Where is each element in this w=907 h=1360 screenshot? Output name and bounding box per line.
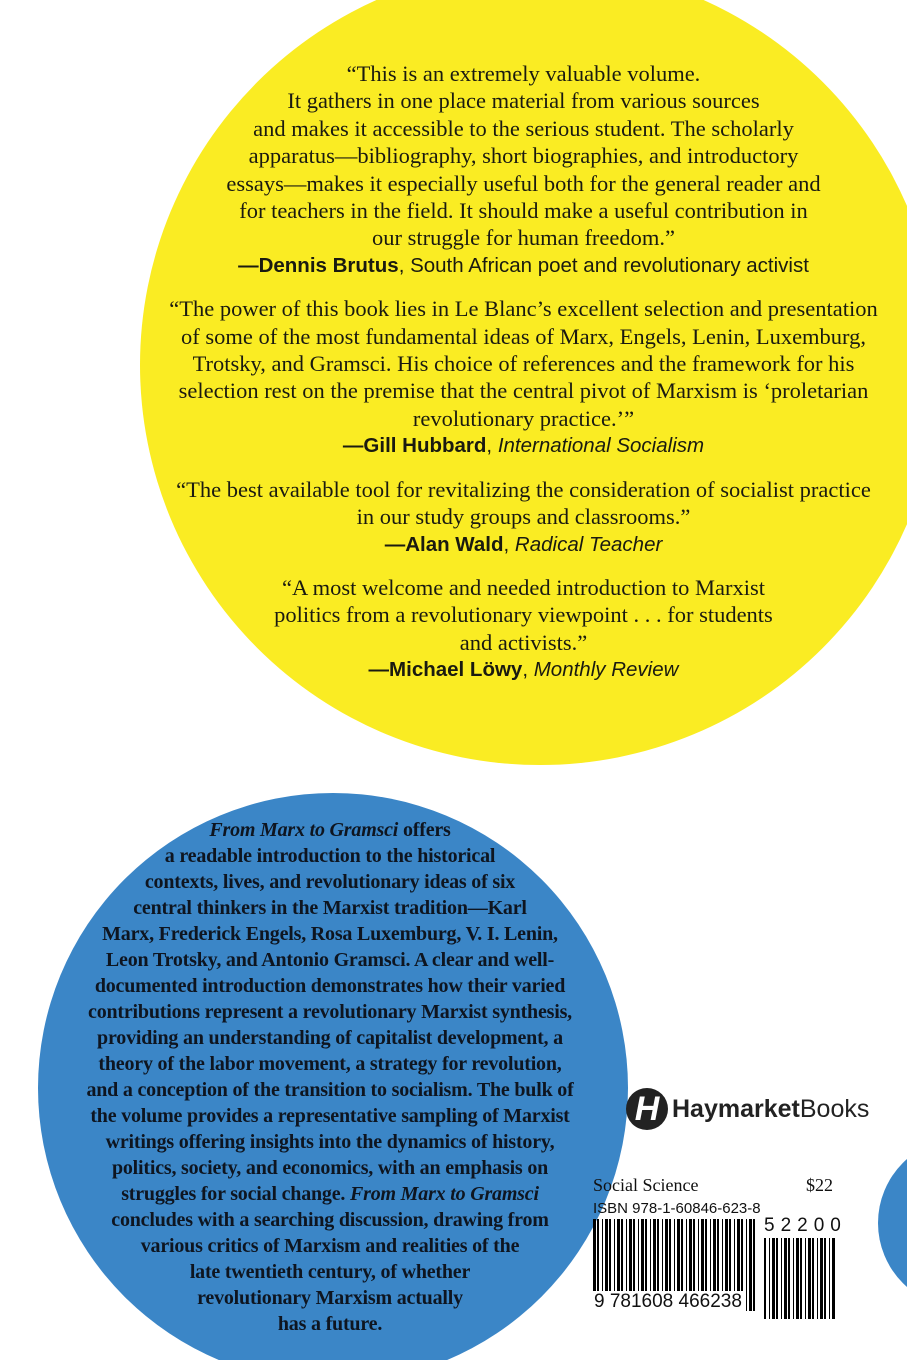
quote-attribution xyxy=(140,252,907,279)
quote-line xyxy=(140,224,907,251)
barcode-bar xyxy=(776,1238,778,1319)
text-span: revolutionary practice.’” xyxy=(412,405,635,431)
description-line xyxy=(20,1025,640,1051)
text-span: It gathers in one place material from various sources xyxy=(287,88,760,114)
text-span: Leon Trotsky, and Antonio Gramsci. A clear and well- xyxy=(105,949,555,971)
text-span: From Marx to Gramsci xyxy=(209,819,399,841)
barcode-bar xyxy=(772,1238,775,1319)
praise-quotes xyxy=(140,60,907,684)
text-span: central thinkers in the Marxist tradition—Karl xyxy=(133,897,527,919)
text-span: concludes with a searching discussion, drawing from xyxy=(111,1209,549,1231)
description-line xyxy=(20,1077,640,1103)
text-span: and activists.” xyxy=(459,629,588,655)
text-span: writings offering insights into the dynamics of history, xyxy=(105,1131,555,1153)
text-span: and makes it accessible to the serious student. The scholarly xyxy=(253,115,794,141)
description-line xyxy=(20,817,640,843)
quote-line xyxy=(140,323,907,350)
text-span: documented introduction demonstrates how their varied xyxy=(94,975,566,997)
quote-line xyxy=(140,503,907,530)
barcode-digits: 9 781608 466238 xyxy=(594,1291,742,1312)
barcode-bar xyxy=(788,1238,790,1319)
text-span: contexts, lives, and revolutionary ideas of six xyxy=(144,871,516,893)
haymarket-logo-icon: H xyxy=(626,1088,668,1130)
barcode-bar xyxy=(746,1219,747,1311)
description-line xyxy=(20,1207,640,1233)
description-line xyxy=(20,1285,640,1311)
text-span: Monthly Review xyxy=(533,658,679,682)
text-span: of some of the most fundamental ideas of Marx, Engels, Lenin, Luxemburg, xyxy=(180,323,867,349)
text-span: theory of the labor movement, a strategy for revolution, xyxy=(98,1053,562,1075)
barcode-bar xyxy=(769,1238,770,1319)
quote-attribution xyxy=(140,432,907,459)
barcode-bar xyxy=(764,1238,766,1319)
text-span: contributions represent a revolutionary Marxist synthesis, xyxy=(88,1001,572,1023)
description-line xyxy=(20,1259,640,1285)
publisher-name-regular: Books xyxy=(799,1094,870,1123)
text-span: apparatus—bibliography, short biographies, and introductory xyxy=(248,143,799,169)
addon-digits: 52200 xyxy=(764,1215,847,1236)
description-line xyxy=(20,947,640,973)
barcode-bar xyxy=(832,1238,835,1319)
text-span: politics, society, and economics, with an emphasis on xyxy=(111,1157,549,1179)
text-span: offers xyxy=(398,819,451,841)
barcode-bar xyxy=(793,1238,794,1319)
quote-line xyxy=(140,295,907,322)
description-line xyxy=(20,1129,640,1155)
description-line xyxy=(20,973,640,999)
description-line xyxy=(20,1103,640,1129)
description-line xyxy=(20,1311,640,1337)
quote-line xyxy=(140,574,907,601)
barcode-bar xyxy=(824,1238,826,1319)
quote-line xyxy=(140,142,907,169)
quote-line xyxy=(140,405,907,432)
barcode-bar xyxy=(808,1238,811,1319)
isbn-label: ISBN 978-1-60846-623-8 xyxy=(593,1200,761,1217)
text-span: , xyxy=(486,434,498,458)
description-line xyxy=(20,1051,640,1077)
text-span: International Socialism xyxy=(497,434,705,458)
text-span: struggles for social change. xyxy=(121,1183,350,1205)
spacer xyxy=(140,460,907,476)
barcode-bar xyxy=(749,1219,752,1311)
text-span: various critics of Marxism and realities of the xyxy=(140,1235,520,1257)
text-span: revolutionary Marxism actually xyxy=(197,1287,463,1309)
book-description xyxy=(20,817,640,1337)
quote-line xyxy=(140,476,907,503)
addon-barcode xyxy=(764,1238,838,1319)
price-label: $22 xyxy=(806,1175,833,1195)
barcode-bar xyxy=(812,1238,814,1319)
text-span: From Marx to Gramsci xyxy=(350,1183,539,1205)
text-span: providing an understanding of capitalist development, a xyxy=(97,1027,563,1049)
category-label: Social Science xyxy=(593,1175,699,1195)
publisher-name-bold: Haymarket xyxy=(672,1094,800,1123)
description-line xyxy=(20,895,640,921)
barcode-bar xyxy=(781,1238,782,1319)
description-line xyxy=(20,1233,640,1259)
text-span: has a future. xyxy=(277,1313,383,1335)
description-line xyxy=(20,843,640,869)
text-span: selection rest on the premise that the central pivot of Marxism is ‘proletarian xyxy=(178,378,869,404)
text-span: late twentieth century, of whether xyxy=(189,1261,471,1283)
barcode-bar xyxy=(753,1219,755,1311)
text-span: “The best available tool for revitalizing the consideration of socialist practice xyxy=(176,476,871,502)
publisher-logo xyxy=(626,1088,869,1130)
quote-attribution xyxy=(140,656,907,683)
spacer xyxy=(140,279,907,295)
text-span: , xyxy=(503,532,515,556)
text-span: a readable introduction to the historical xyxy=(164,845,496,867)
text-span: Trotsky, and Gramsci. His choice of references and the framework for his xyxy=(192,351,855,377)
text-span: politics from a revolutionary viewpoint . . . for students xyxy=(274,602,773,628)
quote-line xyxy=(140,601,907,628)
text-span: Radical Teacher xyxy=(514,532,663,556)
spacer xyxy=(140,558,907,574)
description-line xyxy=(20,1181,640,1207)
small-blue-circle xyxy=(878,1138,907,1308)
text-span: —Dennis Brutus xyxy=(238,253,399,277)
text-span: , South African poet and revolutionary activist xyxy=(398,253,809,277)
quote-line xyxy=(140,350,907,377)
text-span: in our study groups and classrooms.” xyxy=(356,504,691,530)
quote-line xyxy=(140,60,907,87)
text-span: —Michael Löwy xyxy=(368,658,523,682)
text-span: —Alan Wald xyxy=(384,532,504,556)
text-span: and a conception of the transition to socialism. The bulk of xyxy=(86,1079,574,1101)
description-line xyxy=(20,1155,640,1181)
quote-line xyxy=(140,115,907,142)
barcode-bar xyxy=(817,1238,818,1319)
barcode-bar xyxy=(796,1238,799,1319)
quote-line xyxy=(140,629,907,656)
barcode-bar xyxy=(805,1238,806,1319)
quote-line xyxy=(140,87,907,114)
text-span: essays—makes it especially useful both for the general reader and xyxy=(226,170,821,196)
description-line xyxy=(20,921,640,947)
quote-line xyxy=(140,170,907,197)
barcode-bar xyxy=(820,1238,823,1319)
text-span: —Gill Hubbard xyxy=(342,434,487,458)
barcode-bar xyxy=(800,1238,802,1319)
text-span: “This is an extremely valuable volume. xyxy=(346,61,701,86)
description-line xyxy=(20,869,640,895)
quote-line xyxy=(140,197,907,224)
text-span: “A most welcome and needed introduction to Marxist xyxy=(281,574,765,600)
barcode-bar xyxy=(829,1238,830,1319)
text-span: “The power of this book lies in Le Blanc’s excellent selection and presentation xyxy=(169,296,878,322)
text-span: our struggle for human freedom.” xyxy=(371,225,676,251)
text-span: for teachers in the field. It should make a useful contribution in xyxy=(239,198,808,224)
quote-attribution xyxy=(140,531,907,558)
description-line xyxy=(20,999,640,1025)
quote-line xyxy=(140,377,907,404)
text-span: Marx, Frederick Engels, Rosa Luxemburg, V. I. Lenin, xyxy=(102,923,558,945)
text-span: , xyxy=(522,658,534,682)
barcode-bar xyxy=(784,1238,787,1319)
text-span: the volume provides a representative sampling of Marxist xyxy=(90,1105,570,1127)
